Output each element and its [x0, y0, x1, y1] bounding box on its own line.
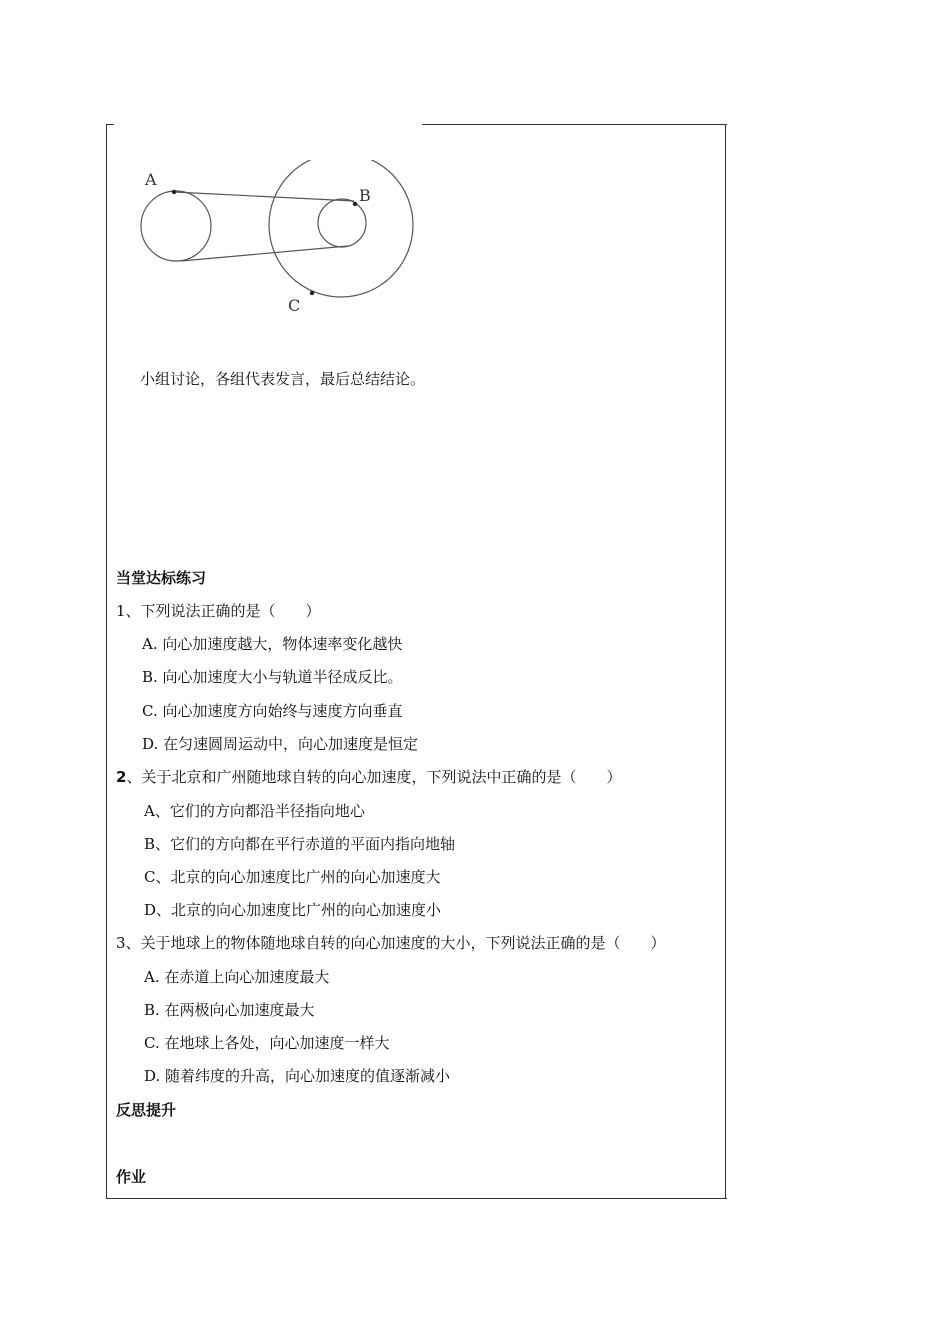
reflection-heading: 反思提升	[116, 1101, 177, 1119]
small-wheel-a	[141, 191, 211, 261]
practice-heading: 当堂达标练习	[116, 569, 207, 587]
point-c	[310, 291, 314, 295]
belt-upper	[174, 192, 354, 201]
point-b	[353, 202, 357, 206]
label-c: C	[288, 296, 301, 315]
q2-number: 2	[116, 768, 127, 786]
q1-option-c: C. 向心加速度方向始终与速度方向垂直	[142, 702, 403, 720]
q1-option-d: D. 在匀速圆周运动中，向心加速度是恒定	[142, 735, 419, 753]
large-wheel-c	[269, 160, 413, 297]
point-a	[172, 190, 176, 194]
q2-option-a: A、它们的方向都沿半径指向地心	[144, 802, 365, 820]
frame-top-border-right	[422, 124, 727, 125]
q2-option-b: B、它们的方向都在平行赤道的平面内指向地轴	[144, 835, 456, 853]
q2-stem: 、关于北京和广州随地球自转的向心加速度，下列说法中正确的是（ ）	[126, 768, 622, 786]
discussion-text: 小组讨论，各组代表发言，最后总结结论。	[140, 370, 426, 388]
q3-option-c: C. 在地球上各处，向心加速度一样大	[144, 1034, 390, 1052]
belt-lower	[181, 246, 348, 261]
frame-left-border	[106, 124, 107, 1199]
frame-top-border-left	[106, 124, 114, 125]
q2-option-d: D、北京的向心加速度比广州的向心加速度小	[144, 901, 442, 919]
q2-stem-line	[116, 767, 621, 787]
content-frame	[106, 124, 726, 1199]
q3-option-b: B. 在两极向心加速度最大	[144, 1001, 315, 1019]
frame-right-border	[725, 124, 726, 1199]
q3-option-a: A. 在赤道上向心加速度最大	[144, 968, 330, 986]
label-a: A	[145, 170, 157, 189]
frame-bottom-border	[106, 1198, 727, 1199]
q1-stem: 1、下列说法正确的是（ ）	[116, 602, 321, 620]
label-b: B	[359, 186, 371, 205]
q3-option-d: D. 随着纬度的升高，向心加速度的值逐渐减小	[144, 1067, 451, 1085]
pulley-belt-diagram	[136, 160, 426, 330]
q3-stem: 3、关于地球上的物体随地球自转的向心加速度的大小，下列说法正确的是（ ）	[116, 934, 666, 952]
q2-option-c: C、北京的向心加速度比广州的向心加速度大	[144, 868, 441, 886]
inner-wheel-b	[318, 199, 366, 247]
q1-option-a: A. 向心加速度越大，物体速率变化越快	[142, 635, 403, 653]
q1-option-b: B. 向心加速度大小与轨道半径成反比。	[142, 668, 403, 686]
homework-heading: 作业	[116, 1168, 147, 1186]
